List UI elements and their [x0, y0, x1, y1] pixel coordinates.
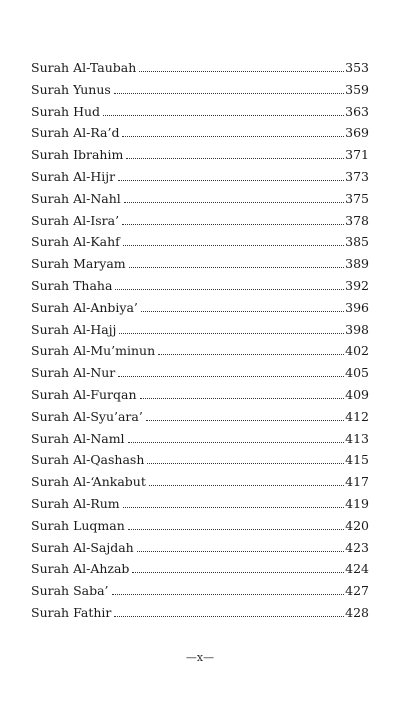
- toc-entry-title: Surah Al-Isra’: [31, 212, 120, 228]
- dot-leader: [124, 201, 344, 203]
- toc-entry-title: Surah Ibrahim: [31, 147, 124, 163]
- toc-entry-title: Surah Hud: [31, 103, 101, 119]
- toc-entry: [31, 471, 369, 493]
- toc-entry-page: 423: [345, 539, 369, 555]
- toc-entry: [31, 384, 369, 406]
- toc-entry: [31, 537, 369, 559]
- toc-entry-page: 363: [345, 103, 369, 119]
- toc-entry-page: 415: [345, 452, 369, 468]
- dot-leader: [123, 506, 345, 508]
- dot-leader: [112, 593, 345, 595]
- toc-entry: [31, 580, 369, 602]
- toc-entry-title: Surah Al-Qashash: [31, 452, 145, 468]
- toc-entry-title: Surah Al-Hajj: [31, 321, 117, 337]
- toc-entry-title: Surah Al-Anbiya’: [31, 299, 138, 315]
- toc-entry: [31, 406, 369, 428]
- toc-entry: [31, 428, 369, 450]
- toc-entry-title: Surah Yunus: [31, 81, 111, 97]
- toc-entry: [31, 210, 369, 232]
- dot-leader: [132, 571, 344, 573]
- dot-leader: [123, 244, 344, 246]
- toc-entry-title: Surah Al-Nur: [31, 365, 116, 381]
- toc-entry-page: 392: [345, 277, 369, 293]
- dot-leader: [126, 157, 344, 159]
- toc-entry-page: 378: [345, 212, 369, 228]
- toc-entry: [31, 57, 369, 79]
- toc-entry-page: 424: [345, 561, 369, 577]
- dot-leader: [122, 135, 344, 137]
- toc-entry: [31, 79, 369, 101]
- dot-leader: [149, 484, 344, 486]
- toc-entry-page: 371: [345, 147, 369, 163]
- dot-leader: [147, 462, 344, 464]
- toc-entry-page: 396: [345, 299, 369, 315]
- toc-entry-page: 428: [345, 604, 369, 620]
- toc-entry-title: Surah Al-‘Ankabut: [31, 474, 146, 490]
- toc-entry-title: Surah Al-Hijr: [31, 168, 116, 184]
- toc-entry-title: Surah Luqman: [31, 517, 125, 533]
- dot-leader: [128, 528, 344, 530]
- toc-entry: [31, 188, 369, 210]
- toc-entry-title: Surah Al-Syu’ara’: [31, 408, 143, 424]
- toc-entry-title: Surah Al-Ra’d: [31, 125, 120, 141]
- toc-entry: [31, 362, 369, 384]
- toc-entry-page: 420: [345, 517, 369, 533]
- toc-entry: [31, 449, 369, 471]
- dot-leader: [128, 441, 345, 443]
- dot-leader: [140, 397, 345, 399]
- toc-entry-title: Surah Al-Mu’minun: [31, 343, 156, 359]
- toc-entry-page: 375: [345, 190, 369, 206]
- toc-entry: [31, 231, 369, 253]
- toc-entry-title: Surah Al-Rum: [31, 495, 120, 511]
- toc-entry-page: 402: [345, 343, 369, 359]
- toc-entry: [31, 515, 369, 537]
- dot-leader: [141, 310, 344, 312]
- dot-leader: [114, 92, 344, 94]
- toc-entry-title: Surah Thaha: [31, 277, 113, 293]
- toc-entry-page: 389: [345, 256, 369, 272]
- toc-entry-title: Surah Al-Ahzab: [31, 561, 130, 577]
- dot-leader: [114, 615, 344, 617]
- toc-entry: [31, 493, 369, 515]
- toc-entry-title: Surah Al-Kahf: [31, 234, 120, 250]
- dot-leader: [137, 550, 344, 552]
- toc-entry: [31, 253, 369, 275]
- toc-entry: [31, 297, 369, 319]
- dot-leader: [122, 223, 344, 225]
- toc-entry-title: Surah Al-Taubah: [31, 60, 137, 75]
- toc-entry: [31, 319, 369, 341]
- toc-entry-page: 385: [345, 234, 369, 250]
- toc-entry-page: 409: [345, 386, 369, 402]
- dot-leader: [103, 114, 344, 116]
- table-of-contents: [31, 57, 369, 624]
- toc-entry-title: Surah Al-Furqan: [31, 386, 137, 402]
- dot-leader: [118, 375, 344, 377]
- toc-entry-title: Surah Maryam: [31, 256, 126, 272]
- toc-entry-page: 413: [345, 430, 369, 446]
- toc-entry: [31, 144, 369, 166]
- dot-leader: [115, 288, 344, 290]
- dot-leader: [139, 70, 344, 72]
- toc-entry-title: Surah Al-Nahl: [31, 190, 121, 206]
- toc-entry-page: 412: [345, 408, 369, 424]
- toc-entry-page: 359: [345, 81, 369, 97]
- toc-entry: [31, 122, 369, 144]
- toc-entry-page: 405: [345, 365, 369, 381]
- dot-leader: [118, 179, 344, 181]
- dot-leader: [158, 353, 344, 355]
- toc-entry-title: Surah Fathir: [31, 604, 112, 620]
- toc-entry-page: 427: [345, 583, 369, 599]
- toc-entry-page: 417: [345, 474, 369, 490]
- dot-leader: [129, 266, 344, 268]
- toc-entry-title: Surah Al-Naml: [31, 430, 125, 446]
- toc-entry-page: 398: [345, 321, 369, 337]
- toc-entry: [31, 275, 369, 297]
- toc-entry-page: 419: [345, 495, 369, 511]
- toc-entry: [31, 602, 369, 624]
- dot-leader: [119, 332, 344, 334]
- toc-entry-title: Surah Saba’: [31, 583, 109, 599]
- page-number-marker: —x—: [185, 651, 215, 664]
- toc-entry-page: 369: [345, 125, 369, 141]
- toc-entry-page: 353: [345, 60, 369, 75]
- toc-entry: [31, 558, 369, 580]
- toc-entry: [31, 101, 369, 123]
- toc-entry: [31, 340, 369, 362]
- toc-entry-title: Surah Al-Sajdah: [31, 539, 134, 555]
- toc-entry-page: 373: [345, 168, 369, 184]
- dot-leader: [146, 419, 344, 421]
- toc-entry: [31, 166, 369, 188]
